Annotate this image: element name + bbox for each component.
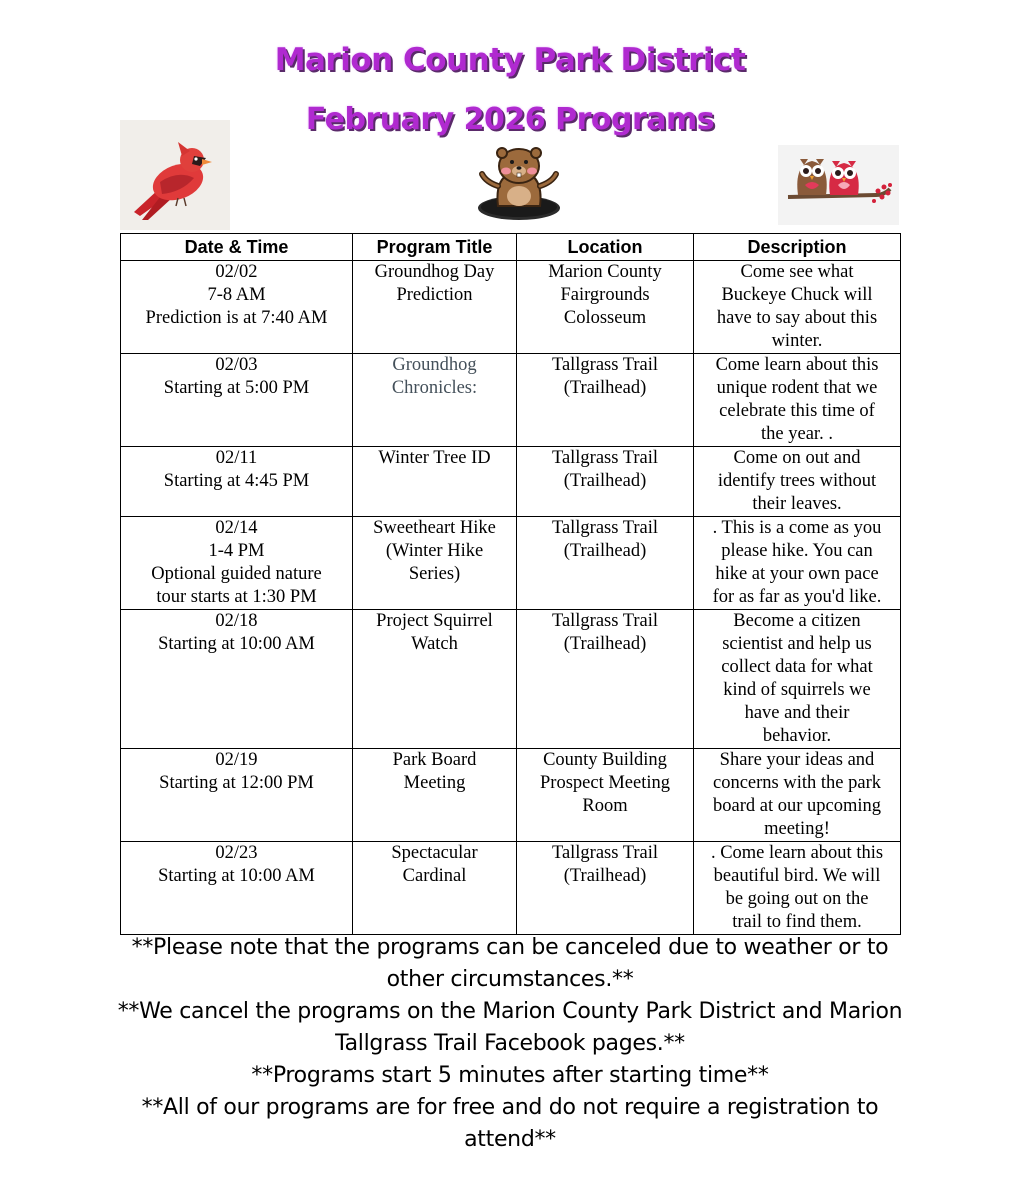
description-cell [694, 517, 901, 610]
note-free-programs: **All of our programs are for free and do not require a registration to attend** [141, 1095, 879, 1152]
cell-text-line: Meeting [403, 773, 466, 793]
cell-text-line: Starting at 5:00 PM [163, 378, 310, 398]
cell-text-line: beautiful bird. We will [713, 866, 881, 886]
page-title-line1: Marion County Park District [274, 42, 746, 78]
cell-text-line: (Trailhead) [563, 634, 647, 654]
cell-text-line: Marion County [548, 262, 662, 282]
cell-text-line: hike at your own pace [715, 564, 879, 584]
location-cell [517, 354, 694, 447]
program-title-cell [353, 261, 517, 354]
cell-text-line: meeting! [764, 819, 830, 839]
cell-text-line: Watch [411, 634, 458, 654]
table-row [121, 610, 901, 749]
program-title-cell [353, 517, 517, 610]
column-header-program-title: Program Title [353, 234, 517, 261]
note-facebook-cancellation: **We cancel the programs on the Marion County Park District and Marion Tallgrass Trail Facebook pages.** [117, 999, 903, 1056]
program-schedule-table [120, 233, 901, 935]
cell-text-line: unique rodent that we [716, 378, 878, 398]
cardinal-image [120, 120, 230, 230]
cell-text-line: scientist and help us [722, 634, 872, 654]
table-row [121, 354, 901, 447]
cell-text-line: for as far as you'd like. [712, 587, 882, 607]
notes-section [110, 932, 910, 1156]
cell-text-line: Cardinal [402, 866, 467, 886]
cell-text-line: their leaves. [752, 494, 842, 514]
program-title-cell [353, 447, 517, 517]
cell-text-line: (Trailhead) [563, 866, 647, 886]
location-cell [517, 517, 694, 610]
cell-text-line: board at our upcoming [713, 796, 881, 816]
page-title-line2: February 2026 Programs [305, 102, 715, 137]
cell-text-line: . This is a come as you [712, 518, 882, 538]
cell-text-line: Tallgrass Trail [551, 611, 659, 631]
cell-text-line: kind of squirrels we [723, 680, 871, 700]
cell-text-line: (Winter Hike [385, 541, 484, 561]
date-time-cell [121, 354, 353, 447]
description-cell [694, 749, 901, 842]
cell-text-line: (Trailhead) [563, 471, 647, 491]
location-cell [517, 610, 694, 749]
cell-text-line: Come learn about this [715, 355, 879, 375]
cell-text-line: Tallgrass Trail [551, 518, 659, 538]
table-row [121, 261, 901, 354]
cell-text-line: collect data for what [721, 657, 873, 677]
cell-text-line: Share your ideas and [719, 750, 875, 770]
cell-text-line: trail to find them. [732, 912, 862, 932]
cell-text-line: Prospect Meeting [540, 773, 670, 793]
program-title-cell [353, 842, 517, 935]
location-cell [517, 261, 694, 354]
cell-text-line: Prediction [396, 285, 473, 305]
cell-text-line: have to say about this [716, 308, 878, 328]
cell-text-line: (Trailhead) [563, 378, 647, 398]
table-row [121, 447, 901, 517]
date-time-cell [121, 447, 353, 517]
cell-text-line: 02/11 [215, 448, 258, 468]
owls-on-branch-image [778, 145, 899, 225]
cell-text-line: Winter Tree ID [378, 448, 491, 468]
cell-text-line: 02/18 [215, 611, 258, 631]
cell-text-line: concerns with the park [713, 773, 881, 793]
cell-text-line: 02/02 [215, 262, 258, 282]
groundhog-image [476, 144, 562, 222]
table-row [121, 749, 901, 842]
cell-text-line: 02/03 [215, 355, 258, 375]
cell-text-line: Room [582, 796, 628, 816]
description-cell [694, 447, 901, 517]
location-cell [517, 749, 694, 842]
cell-text-line: Starting at 10:00 AM [158, 866, 315, 886]
column-header-location: Location [517, 234, 694, 261]
cell-text-line: 02/23 [215, 843, 258, 863]
cell-text-line: Spectacular [391, 843, 478, 863]
note-start-time: **Programs start 5 minutes after starting time** [251, 1063, 769, 1088]
cell-text-line: Optional guided nature [151, 564, 322, 584]
cell-text-line: Tallgrass Trail [551, 448, 659, 468]
cell-text-line: celebrate this time of [719, 401, 875, 421]
date-time-cell [121, 842, 353, 935]
cell-text-line: Starting at 12:00 PM [159, 773, 314, 793]
cell-text-line: Colosseum [563, 308, 647, 328]
cell-text-line: County Building [543, 750, 667, 770]
description-cell [694, 261, 901, 354]
note-weather-cancellation: **Please note that the programs can be canceled due to weather or to other circumstances.** [131, 935, 889, 992]
date-time-cell [121, 749, 353, 842]
cell-text-line: Chronicles: [391, 378, 478, 398]
date-time-cell [121, 261, 353, 354]
cell-text-line: . Come learn about this [710, 843, 884, 863]
cell-text-line: Starting at 4:45 PM [163, 471, 310, 491]
date-time-cell [121, 610, 353, 749]
table-header-row [121, 234, 901, 261]
cell-text-line: tour starts at 1:30 PM [156, 587, 317, 607]
cell-text-line: (Trailhead) [563, 541, 647, 561]
cell-text-line: winter. [771, 331, 823, 351]
cell-text-line: Park Board [392, 750, 477, 770]
cell-text-line: please hike. You can [721, 541, 873, 561]
cell-text-line: be going out on the [725, 889, 869, 909]
cell-text-line: Tallgrass Trail [551, 355, 659, 375]
cell-text-line: the year. . [761, 424, 833, 444]
cell-text-line: have and their [744, 703, 850, 723]
cell-text-line: Become a citizen [733, 611, 861, 631]
cell-text-line: 02/19 [215, 750, 258, 770]
cell-text-line: 1-4 PM [208, 541, 265, 561]
cell-text-line: 7-8 AM [207, 285, 266, 305]
table-row [121, 842, 901, 935]
description-cell [694, 354, 901, 447]
column-header-description: Description [694, 234, 901, 261]
column-header-date-time: Date & Time [121, 234, 353, 261]
cell-text-line: Starting at 10:00 AM [158, 634, 315, 654]
location-cell [517, 447, 694, 517]
cell-text-line: Tallgrass Trail [551, 843, 659, 863]
cell-text-line: Prediction is at 7:40 AM [145, 308, 328, 328]
table-row [121, 517, 901, 610]
cell-text-line: Buckeye Chuck will [721, 285, 873, 305]
cell-text-line: Groundhog [392, 355, 477, 375]
cell-text-line: Come on out and [733, 448, 861, 468]
cell-text-line: Groundhog Day [374, 262, 495, 282]
cell-text-line: Fairgrounds [560, 285, 650, 305]
cell-text-line: identify trees without [717, 471, 877, 491]
cell-text-line: Sweetheart Hike [373, 518, 496, 538]
cell-text-line: behavior. [762, 726, 832, 746]
description-cell [694, 842, 901, 935]
cell-text-line: Project Squirrel [376, 611, 493, 631]
program-title-cell [353, 610, 517, 749]
program-title-cell [353, 354, 517, 447]
cell-text-line: 02/14 [215, 518, 258, 538]
cell-text-line: Come see what [740, 262, 854, 282]
cell-text-line: Series) [408, 564, 461, 584]
location-cell [517, 842, 694, 935]
program-title-cell [353, 749, 517, 842]
date-time-cell [121, 517, 353, 610]
description-cell [694, 610, 901, 749]
